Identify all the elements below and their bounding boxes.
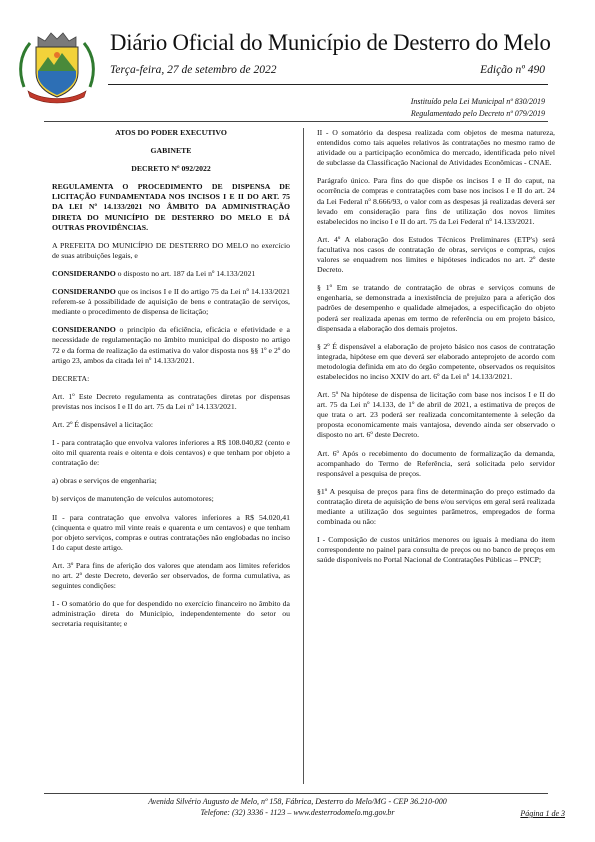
article-3: Art. 3º Para fins de aferição dos valores que atendam aos limites referidos no art. 2º deste Decreto, deverão ser observados, de forma cumulativa, as seguintes condições:	[52, 560, 290, 591]
section-heading-executive: ATOS DO PODER EXECUTIVO	[115, 128, 227, 137]
regulated-by-decree: Regulamentado pelo Decreto nº 079/2019	[410, 109, 545, 118]
article-6-paragraph-1-item-i: I - Composição de custos unitários menores ou iguais à mediana do item correspondente no painel para consulta de preços ou no banco de preços em saúde disponíveis no Portal Nacional de Contratações Públicas – PNCP;	[317, 535, 555, 565]
gazette-title: Diário Oficial do Município de Desterro do Melo	[110, 30, 551, 55]
edition-number: Edição nº 490	[480, 64, 545, 76]
article-2-item-a: a) obras e serviços de engenharia;	[52, 476, 157, 486]
article-4-paragraph-1: § 1º Em se tratando de contratação de obras e serviços comuns de engenharia, se demonstrada a inexistência de prejuízo para a aferição dos padrões de desempenho e qualidade almejados, a especificação do objeto poderá ser realizada apenas em termo de referência ou em projeto básico, dispensada a elaboração dos demais projetos.	[317, 283, 555, 333]
decree-summary: REGULAMENTA O PROCEDIMENTO DE DISPENSA DE LICITAÇÃO FUNDAMENTADA NOS INCISOS I E II DO ART. 75 DA LEI Nº 14.133/2021 NO ÂMBITO DA ADMINISTRAÇÃO DIRETA DO MUNICÍPIO DE DESTERRO DO MELO E DÁ OUTRAS PROVIDÊNCIAS.	[52, 182, 290, 232]
article-4: Art. 4º A elaboração dos Estudos Técnicos Preliminares (ETP's) será facultativa nos casos de contratação de obras, serviços e compras, cujos valores se enquadrem nos limites e hipóteses indicados no art. 2º deste Decreto.	[317, 234, 555, 275]
column-divider	[303, 128, 304, 784]
article-2: Art. 2º É dispensável a licitação:	[52, 419, 153, 429]
article-2-item-i: I - para contratação que envolva valores inferiores a R$ 108.040,82 (cento e oito mil quarenta reais e oitenta e dois centavos) e que tenham por objeto a contratação de:	[52, 438, 290, 468]
article-1: Art. 1º Este Decreto regulamenta as contratações diretas por dispensas previstas nos incisos I e II do art. 75 da Lei nº 14.133/2021.	[52, 391, 290, 411]
decree-number: DECRETO Nº 092/2022	[131, 164, 211, 174]
considering-1: CONSIDERANDO o disposto no art. 187 da Lei nº 14.133/2021	[52, 268, 256, 278]
page-number: Página 1 de 3	[520, 809, 565, 818]
considering-3: CONSIDERANDO o princípio da eficiência, eficácia e efetividade e a necessidade de regulamentação no âmbito municipal do disposto no artigo 72 e da forma de realização da estimativa do valor disposta nos §§ 1º e 2º do artigo 23, ambos da citada lei nº 14.133/2021.	[52, 325, 290, 365]
instituted-by-law: Instituído pela Lei Municipal nº 830/2019	[410, 97, 545, 106]
article-2-item-b: b) serviços de manutenção de veículos automotores;	[52, 494, 214, 504]
footer-contact: Telefone: (32) 3336 - 1123 – www.desterrodomelo.mg.gov.br	[200, 808, 395, 817]
article-3-item-i: I - O somatório do que for despendido no exercício financeiro no âmbito da administração direta do Município, independentemente do setor ou secretaria requisitante; e	[52, 599, 290, 629]
article-3-item-ii: II - O somatório da despesa realizada com objetos de mesma natureza, entendidos como tais aqueles relativos às contratações no mesmo ramo de atividade ou a participação econômica do mercado, identificada pelo nível de subclasse da Classificação Nacional de Atividades Econômicas - CNAE.	[317, 128, 555, 168]
footer-divider	[44, 793, 548, 794]
article-2-item-ii: II - para contratação que envolva valores inferiores a R$ 54.020,41 (cinquenta e quatro mil vinte reais e quarenta e um centavos) e que tenham por objeto serviços, compras e outras contratações não englobadas no inciso I do caput deste artigo.	[52, 512, 290, 552]
issue-date: Terça-feira, 27 de setembro de 2022	[110, 64, 277, 76]
section-heading-cabinet: GABINETE	[150, 146, 192, 156]
footer-address: Avenida Silvério Augusto de Melo, nº 158, Fábrica, Desterro do Melo/MG - CEP 36.210-000	[148, 797, 447, 806]
considering-2: CONSIDERANDO que os incisos I e II do artigo 75 da Lei nº 14.133/2021 referem-se à possibilidade de aquisição de bens e contratação de serviços, mediante o procedimento de dispensa de licitação;	[52, 287, 290, 317]
article-6-paragraph-1: §1º A pesquisa de preços para fins de determinação do preço estimado da contratação direta de aquisição de bens e/ou serviços em geral será realizada mediante a utilização dos seguintes parâmetros, empregados de forma combinada ou não:	[317, 486, 555, 527]
left-column	[52, 128, 290, 788]
article-6: Art. 6º Após o recebimento do documento de formalização da demanda, acompanhado do Termo de Referência, será solicitada pelo servidor responsável a pesquisa de preços.	[317, 448, 555, 478]
header-divider	[108, 84, 548, 85]
sole-paragraph: Parágrafo único. Para fins do que dispõe os incisos I e II do caput, na ocorrência de compras e contratações com base nos incisos I e II do art. 24 da Lei Federal nº 8.666/93, o valor com as despesas já realizadas deverá ser levado em consideração para fins de utilização dos novos limites estabelecidos no inciso I e II do art. 75 da Lei Federal nº 14.133/2021.	[317, 176, 555, 226]
article-4-paragraph-2: § 2º É dispensável a elaboração de projeto básico nos casos de contratação integrada, hipótese em que deverá ser elaborado anteprojeto de acordo com metodologia definida em ato do órgão competente, observados os requisitos estabelecidos no inciso XXIV do art. 6º da Lei nº 14.133/2021.	[317, 341, 555, 381]
right-column	[317, 128, 555, 788]
decrees-label: DECRETA:	[52, 373, 90, 383]
article-5: Art. 5º Na hipótese de dispensa de licitação com base nos incisos I e II do art. 75 da Lei nº 14.133, de 1º de abril de 2021, a estimativa de preços de que trata o art. 23 poderá ser realizada concomitantemente à seleção da proposta economicamente mais vantajosa, devendo ainda ser observado o disposto no art. 6º deste Decreto.	[317, 390, 555, 440]
mayor-preamble: A PREFEITA DO MUNICÍPIO DE DESTERRO DO MELO no exercício de suas atribuições legais, e	[52, 240, 290, 260]
content-top-divider	[44, 121, 548, 122]
municipal-coat-of-arms	[16, 27, 98, 105]
